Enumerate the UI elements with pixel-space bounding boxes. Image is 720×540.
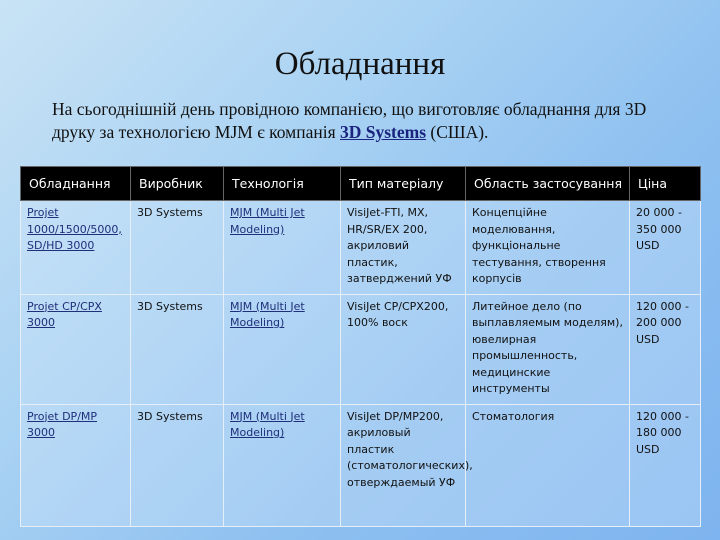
cell-application: Литейное дело (по выплавляемым моделям), ювелирная промышленность, медицинские инструменты	[466, 294, 630, 404]
table-row	[21, 294, 701, 404]
header-equipment: Обладнання	[21, 167, 131, 201]
cell-manufacturer: 3D Systems	[131, 201, 224, 295]
header-technology: Технологія	[224, 167, 341, 201]
header-price: Ціна	[630, 167, 701, 201]
cell-price: 20 000 - 350 000 USD	[630, 201, 701, 295]
cell-technology[interactable]: MJM (Multi Jet Modeling)	[224, 294, 341, 404]
cell-application: Концепційне моделювання, функціональне тестування, створення корпусів	[466, 201, 630, 295]
header-manufacturer: Виробник	[131, 167, 224, 201]
3d-systems-link[interactable]: 3D Systems	[340, 122, 427, 142]
table-header-row	[21, 167, 701, 201]
cell-material: VisiJet DP/MP200, акриловый пластик (стоматологических), отверждаемый УФ	[341, 404, 466, 526]
cell-equipment[interactable]: Projet DP/MP 3000	[21, 404, 131, 526]
cell-manufacturer: 3D Systems	[131, 294, 224, 404]
cell-material: VisiJet-FTI, MX, HR/SR/EX 200, акриловий пластик, затверджений УФ	[341, 201, 466, 295]
header-application: Область застосування	[466, 167, 630, 201]
intro-text-before: На сьогоднішній день провідною компанією, що виготовляє обладнання для 3D друку за технологією MJM є компанія	[52, 99, 647, 142]
equipment-table	[20, 166, 701, 527]
cell-technology[interactable]: MJM (Multi Jet Modeling)	[224, 404, 341, 526]
cell-price: 120 000 - 180 000 USD	[630, 404, 701, 526]
intro-paragraph	[52, 98, 692, 144]
slide-title: Обладнання	[274, 46, 446, 82]
cell-application: Стоматология	[466, 404, 630, 526]
table-row	[21, 404, 701, 526]
cell-material: VisiJet CP/CPX200, 100% воск	[341, 294, 466, 404]
cell-price: 120 000 - 200 000 USD	[630, 294, 701, 404]
cell-equipment[interactable]: Projet CP/CPX 3000	[21, 294, 131, 404]
table-row	[21, 201, 701, 295]
cell-manufacturer: 3D Systems	[131, 404, 224, 526]
cell-equipment[interactable]: Projet 1000/1500/5000, SD/HD 3000	[21, 201, 131, 295]
intro-text-after: (США).	[426, 122, 489, 142]
cell-technology[interactable]: MJM (Multi Jet Modeling)	[224, 201, 341, 295]
header-material: Тип матеріалу	[341, 167, 466, 201]
